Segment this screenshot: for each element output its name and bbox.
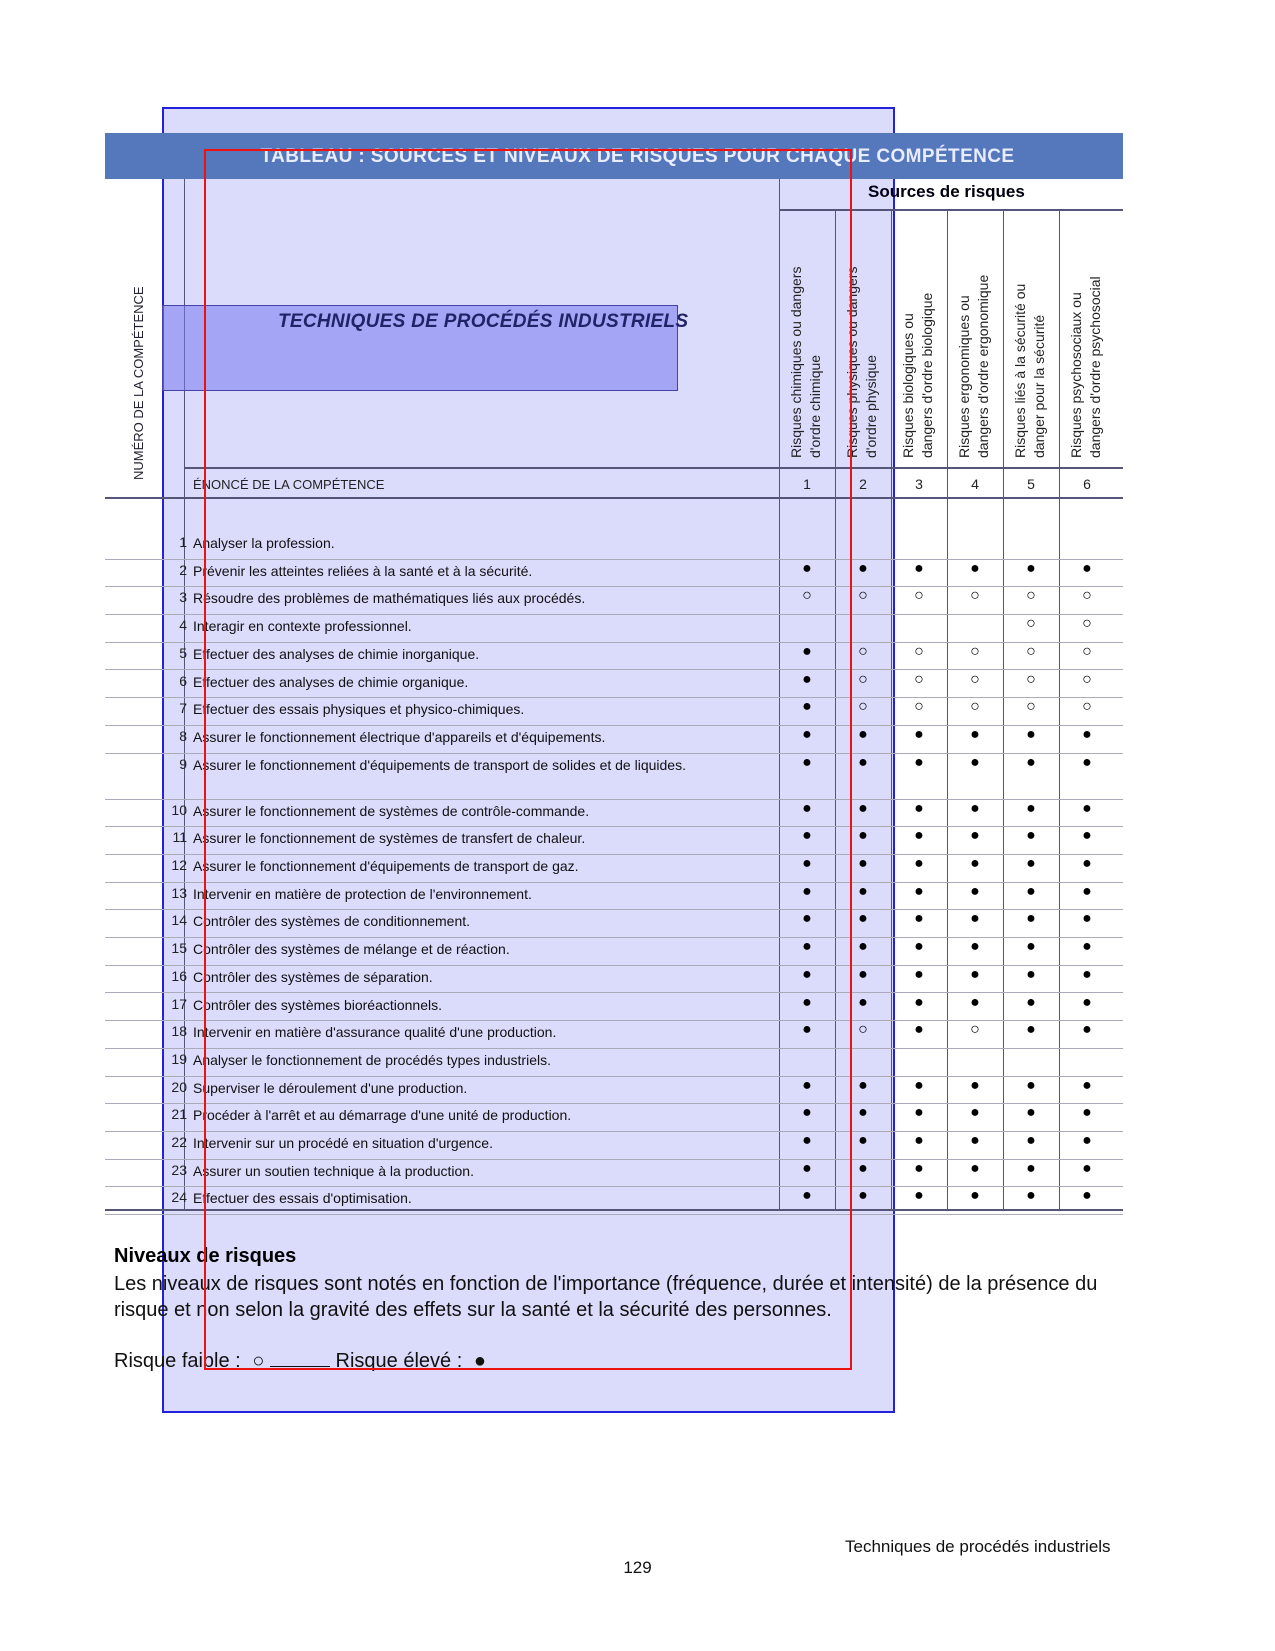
risk-level-cell: ● — [970, 910, 980, 928]
risk-level-cell: ● — [914, 910, 924, 928]
risk-level-cell: ○ — [914, 698, 924, 716]
risk-level-cell: ● — [858, 827, 868, 845]
risk-column-label-line2: dangers d'ordre ergonomique — [975, 274, 991, 458]
risk-column-label-line1: Risques physiques ou dangers — [844, 266, 860, 458]
risk-level-cell: ● — [914, 855, 924, 872]
risk-level-cell: ○ — [1026, 642, 1036, 660]
competence-text: Intervenir en matière d'assurance qualité d'une production. — [193, 1024, 557, 1041]
risk-level-cell: ● — [1026, 855, 1036, 872]
risk-level-cell: ● — [1026, 882, 1036, 900]
risk-level-cell: ○ — [970, 642, 980, 660]
risk-level-cell: ● — [1082, 1076, 1092, 1094]
competence-number: 3 — [179, 589, 187, 606]
risk-column-label-line1: Risques ergonomiques ou — [956, 295, 972, 458]
competence-number: 19 — [171, 1050, 187, 1067]
risk-column-label-line1: Risques psychosociaux ou — [1068, 292, 1084, 458]
risk-level-cell: ● — [1026, 1159, 1036, 1177]
competence-number: 9 — [179, 755, 187, 772]
risk-level-cell: ○ — [1026, 698, 1036, 716]
risk-level-cell: ● — [802, 698, 812, 716]
competence-text: Interagir en contexte professionnel. — [193, 618, 412, 635]
risk-level-cell: ○ — [858, 587, 868, 605]
risk-level-cell: ● — [914, 993, 924, 1011]
competence-text: Assurer le fonctionnement d'équipements de transport de solides et de liquides. — [193, 756, 686, 773]
competence-number: 1 — [179, 534, 187, 550]
competence-text: Superviser le déroulement d'une production. — [193, 1079, 468, 1096]
risk-level-cell: ● — [858, 882, 868, 900]
risk-column-label-line1: Risques chimiques ou dangers — [788, 266, 804, 458]
risk-column-label-line2: dangers d'ordre psychosocial — [1087, 276, 1103, 458]
risk-level-cell: ● — [858, 993, 868, 1011]
risk-level-cell: ● — [970, 799, 980, 817]
competence-number: 6 — [179, 672, 187, 689]
competence-number: 15 — [171, 940, 187, 957]
risk-level-cell: ○ — [970, 1021, 980, 1039]
risk-level-cell: ○ — [802, 587, 812, 605]
risk-level-cell: ● — [1026, 993, 1036, 1011]
competence-text: Assurer le fonctionnement électrique d'appareils et d'équipements. — [193, 728, 606, 745]
risk-level-cell: ● — [1026, 1076, 1036, 1094]
risk-level-cell: ● — [802, 882, 812, 900]
risk-level-cell: ○ — [858, 642, 868, 660]
competence-number: 17 — [171, 995, 187, 1012]
risk-level-cell: ● — [802, 753, 812, 771]
risk-column-label — [955, 275, 993, 458]
competence-text: Assurer un soutien technique à la production. — [193, 1162, 474, 1179]
risk-level-cell: ● — [802, 725, 812, 743]
competence-number: 23 — [171, 1161, 187, 1178]
risk-level-cell: ● — [858, 1104, 868, 1122]
competence-number: 4 — [179, 617, 187, 634]
risk-level-cell: ● — [1026, 1187, 1036, 1205]
risk-level-cell: ● — [914, 1159, 924, 1177]
legend-title: Niveaux de risques — [114, 1245, 297, 1267]
risk-level-cell: ● — [858, 1187, 868, 1205]
risk-level-cell: ● — [858, 855, 868, 872]
risk-level-cell: ● — [1026, 1104, 1036, 1122]
competence-number: 20 — [171, 1078, 187, 1095]
risk-level-cell: ● — [1082, 1021, 1092, 1039]
risk-level-cell: ● — [970, 753, 980, 771]
competence-text: Résoudre des problèmes de mathématiques liés aux procédés. — [193, 590, 586, 607]
risk-level-cell: ● — [914, 1021, 924, 1039]
risk-level-cell: ● — [970, 855, 980, 872]
risk-level-cell: ● — [858, 1076, 868, 1094]
enonce-header: ÉNONCÉ DE LA COMPÉTENCE — [193, 477, 385, 492]
risk-column-label-line1: Risques liés à la sécurité ou — [1012, 283, 1028, 458]
risk-level-cell: ○ — [970, 587, 980, 605]
risk-level-cell: ○ — [914, 587, 924, 605]
risk-column-number: 2 — [859, 476, 867, 492]
legend-high-label: Risque élevé : — [335, 1350, 463, 1372]
risk-level-cell: ● — [1026, 725, 1036, 743]
risk-level-cell: ● — [1082, 559, 1092, 577]
risk-level-cell: ● — [970, 1132, 980, 1149]
competence-text: Prévenir les atteintes reliées à la santé et à la sécurité. — [193, 562, 533, 579]
risk-level-cell: ● — [1026, 965, 1036, 983]
risk-level-cell: ● — [970, 1076, 980, 1094]
risk-level-cell: ● — [1082, 910, 1092, 928]
risk-level-cell: ● — [858, 1159, 868, 1177]
risk-level-cell: ○ — [1082, 615, 1092, 633]
competence-number: 5 — [179, 644, 187, 661]
risk-level-cell: ● — [802, 1021, 812, 1039]
risk-level-cell: ● — [858, 910, 868, 928]
risk-level-cell: ● — [802, 1187, 812, 1205]
risk-level-cell: ● — [1026, 938, 1036, 956]
risk-level-cell: ● — [1026, 559, 1036, 577]
program-title: TECHNIQUES DE PROCÉDÉS INDUSTRIELS — [278, 311, 689, 332]
risk-level-cell: ● — [970, 882, 980, 900]
risk-level-cell: ○ — [1082, 642, 1092, 660]
risk-level-cell: ● — [802, 965, 812, 983]
competence-number: 11 — [172, 829, 187, 846]
risk-level-cell: ● — [914, 938, 924, 956]
risk-level-cell: ● — [1082, 1187, 1092, 1205]
risk-level-cell: ● — [802, 670, 812, 688]
competence-number: 18 — [171, 1023, 187, 1040]
legend-high-symbol: ● — [473, 1350, 486, 1372]
risk-level-cell: ● — [1026, 799, 1036, 817]
competence-number: 24 — [171, 1189, 187, 1206]
risk-level-cell: ● — [1082, 1159, 1092, 1177]
risk-level-cell: ● — [914, 753, 924, 771]
risk-level-cell: ● — [970, 1159, 980, 1177]
risk-level-cell: ● — [914, 799, 924, 817]
risk-level-cell: ● — [1082, 882, 1092, 900]
competence-text: Analyser le fonctionnement de procédés types industriels. — [193, 1051, 551, 1068]
risk-level-cell: ● — [858, 965, 868, 983]
risk-column-label-line1: Risques biologiques ou — [900, 313, 916, 458]
competence-number: 13 — [171, 884, 187, 901]
risk-level-cell: ● — [914, 725, 924, 743]
risk-level-cell: ○ — [1026, 587, 1036, 605]
risk-column-label — [1011, 284, 1049, 458]
risk-level-cell: ● — [970, 993, 980, 1011]
risk-level-cell: ○ — [1026, 615, 1036, 633]
competence-number: 14 — [171, 912, 187, 929]
risk-level-cell: ● — [802, 938, 812, 956]
competence-text: Assurer le fonctionnement de systèmes de contrôle-commande. — [193, 802, 590, 819]
risk-level-cell: ● — [802, 993, 812, 1011]
risk-level-cell: ○ — [970, 698, 980, 716]
competence-number: 16 — [171, 967, 187, 984]
competence-text: Effectuer des essais d'optimisation. — [193, 1190, 412, 1207]
risk-level-cell: ● — [1082, 753, 1092, 771]
risk-level-cell: ● — [858, 559, 868, 577]
competence-text: Assurer le fonctionnement d'équipements de transport de gaz. — [193, 858, 579, 874]
risk-level-cell: ● — [1026, 753, 1036, 771]
risk-level-cell: ● — [914, 1104, 924, 1122]
risk-level-cell: ● — [802, 910, 812, 928]
risk-level-cell: ● — [802, 1132, 812, 1149]
competence-text: Effectuer des analyses de chimie inorganique. — [193, 645, 480, 662]
risk-level-cell: ● — [802, 855, 812, 872]
risk-level-cell: ● — [970, 725, 980, 743]
competence-text: Effectuer des analyses de chimie organique. — [193, 673, 469, 690]
risk-level-cell: ● — [802, 1076, 812, 1094]
risk-column-number: 1 — [803, 476, 811, 492]
risk-level-cell: ● — [802, 1104, 812, 1122]
risk-column-label-line2: dangers d'ordre biologique — [919, 292, 935, 458]
risk-level-cell: ● — [1082, 993, 1092, 1011]
risk-level-cell: ○ — [914, 670, 924, 688]
risk-level-cell: ● — [970, 559, 980, 577]
risk-level-cell: ● — [914, 965, 924, 983]
risk-level-cell: ● — [914, 882, 924, 900]
risk-level-cell: ● — [1082, 938, 1092, 956]
risk-level-cell: ○ — [1082, 587, 1092, 605]
risk-level-cell: ● — [914, 1187, 924, 1205]
competence-number: 10 — [171, 801, 187, 818]
risk-level-cell: ○ — [1082, 670, 1092, 688]
risk-column-label-line2: d'ordre chimique — [807, 354, 823, 458]
risk-level-cell: ● — [914, 1076, 924, 1094]
legend-low-symbol: ○ — [252, 1350, 265, 1372]
risk-level-cell: ○ — [858, 698, 868, 716]
competence-number: 21 — [171, 1106, 187, 1123]
competence-number: 8 — [179, 727, 187, 744]
risk-level-cell: ● — [1026, 910, 1036, 928]
competence-text: Contrôler des systèmes de mélange et de réaction. — [193, 941, 510, 958]
risk-level-cell: ● — [858, 725, 868, 743]
risk-column-number: 6 — [1083, 476, 1091, 492]
legend-low-label: Risque faible : — [114, 1350, 241, 1372]
risk-level-cell: ● — [802, 559, 812, 577]
risk-level-cell: ● — [1082, 965, 1092, 983]
risk-column-label-line2: d'ordre physique — [863, 354, 879, 458]
risk-level-cell: ● — [1082, 1132, 1092, 1149]
competence-number: 22 — [171, 1134, 187, 1150]
risk-level-cell: ● — [1082, 799, 1092, 817]
competence-text: Effectuer des essais physiques et physico-chimiques. — [193, 701, 525, 718]
competence-text: Contrôler des systèmes de conditionnement. — [193, 913, 471, 930]
table-title: TABLEAU : SOURCES ET NIVEAUX DE RISQUES POUR CHAQUE COMPÉTENCE — [260, 146, 1015, 167]
risk-level-cell: ● — [970, 965, 980, 983]
risk-level-cell: ● — [802, 1159, 812, 1177]
risk-level-cell: ● — [1082, 725, 1092, 743]
risk-level-cell: ● — [1082, 1104, 1092, 1122]
legend-text: Les niveaux de risques sont notés en fonction de l'importance (fréquence, durée et intensité) de la présence du risque et non selon la gravité des effets sur la santé et la sécurité des personnes. — [114, 1273, 1098, 1321]
risk-column-label — [899, 293, 937, 458]
footer-program: Techniques de procédés industriels — [845, 1537, 1111, 1556]
competence-text: Intervenir sur un procédé en situation d'urgence. — [193, 1135, 493, 1151]
risk-level-cell: ○ — [858, 1021, 868, 1039]
risk-column-label-line2: danger pour la sécurité — [1031, 314, 1047, 458]
risk-level-cell: ○ — [858, 670, 868, 688]
risk-level-cell: ● — [802, 799, 812, 817]
risk-level-cell: ○ — [1026, 670, 1036, 688]
risk-level-cell: ○ — [1082, 698, 1092, 716]
risk-level-cell: ● — [858, 1132, 868, 1149]
risk-level-cell: ● — [970, 827, 980, 845]
risk-level-cell: ● — [858, 938, 868, 956]
risk-level-cell: ● — [1082, 827, 1092, 845]
risk-level-cell: ● — [914, 1132, 924, 1149]
competence-text: Contrôler des systèmes bioréactionnels. — [193, 996, 443, 1013]
risk-column-number: 3 — [915, 476, 923, 492]
competence-number: 2 — [179, 561, 187, 578]
risk-column-number: 4 — [971, 476, 979, 492]
competence-text: Assurer le fonctionnement de systèmes de transfert de chaleur. — [193, 830, 586, 847]
competence-text: Intervenir en matière de protection de l'environnement. — [193, 885, 532, 902]
risk-column-number: 5 — [1027, 476, 1035, 492]
risk-level-cell: ● — [802, 827, 812, 845]
risk-level-cell: ● — [914, 559, 924, 577]
competence-text: Analyser la profession. — [193, 535, 335, 551]
competence-number: 12 — [171, 857, 187, 873]
risk-level-cell: ● — [970, 1187, 980, 1205]
competence-text: Procéder à l'arrêt et au démarrage d'une unité de production. — [193, 1107, 572, 1124]
risk-level-cell: ● — [970, 1104, 980, 1122]
numero-header: NUMÉRO DE LA COMPÉTENCE — [131, 286, 146, 480]
highlight-region-red — [204, 149, 852, 1370]
risk-level-cell: ● — [1082, 855, 1092, 872]
risk-level-cell: ● — [802, 642, 812, 660]
risk-level-cell: ● — [1026, 827, 1036, 845]
risk-level-cell: ● — [858, 799, 868, 817]
risk-level-cell: ● — [1026, 1021, 1036, 1039]
sources-label: Sources de risques — [868, 182, 1025, 201]
risk-level-cell: ● — [1026, 1132, 1036, 1149]
risk-level-cell: ● — [914, 827, 924, 845]
competence-text: Contrôler des systèmes de séparation. — [193, 968, 433, 985]
risk-column-label — [1067, 276, 1105, 458]
risk-level-cell: ○ — [914, 642, 924, 660]
risk-level-cell: ○ — [970, 670, 980, 688]
competence-number: 7 — [179, 700, 187, 717]
risk-level-cell: ● — [970, 938, 980, 956]
risk-level-cell: ● — [858, 753, 868, 771]
page-number: 129 — [623, 1558, 652, 1577]
